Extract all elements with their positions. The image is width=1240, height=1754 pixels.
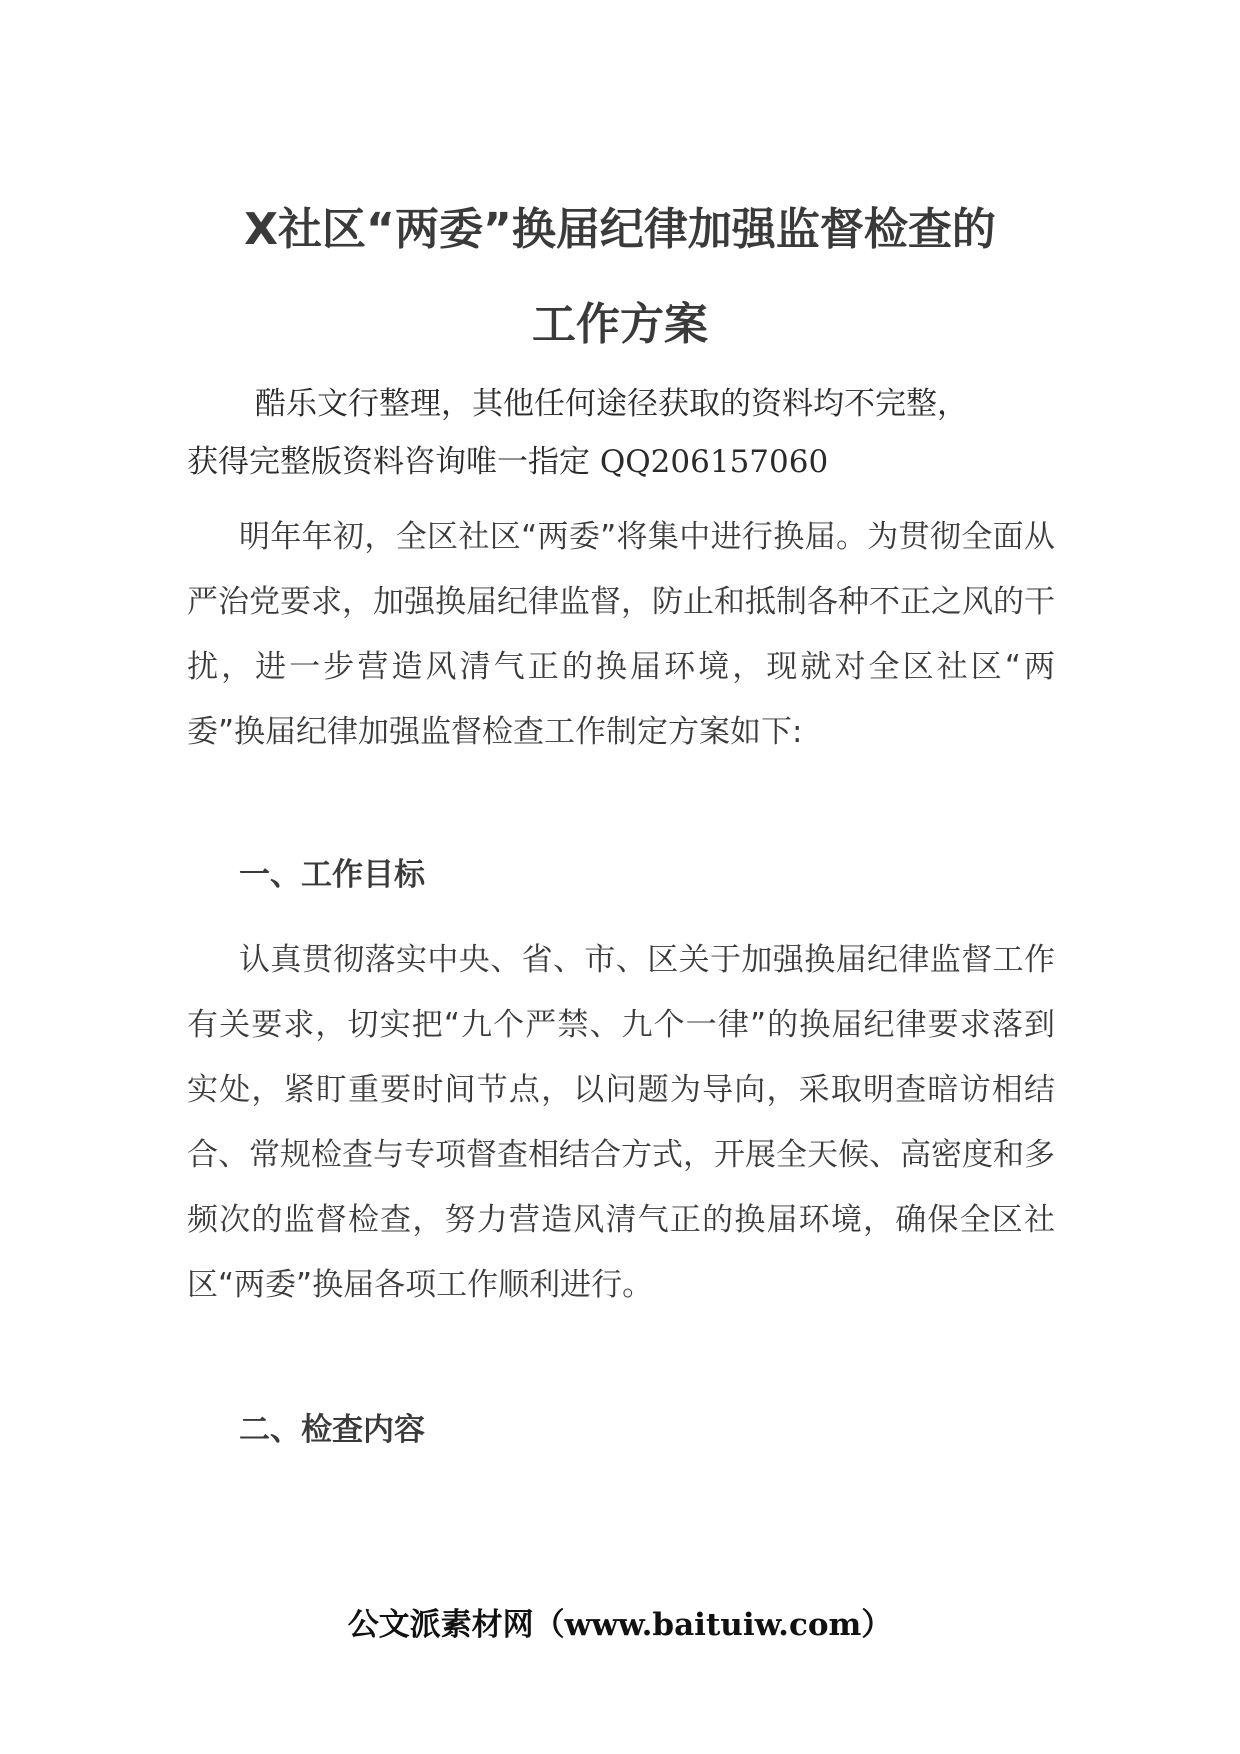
- document-title-line-1: X社区“两委”换届纪律加强监督检查的: [244, 204, 996, 255]
- goals-paragraph: 认真贯彻落实中央、省、市、区关于加强换届纪律监督工作有关要求，切实把“九个严禁、九个一律”的换届纪律要求落到实处，紧盯重要时间节点，以问题为导向，采取明查暗访相结合、常规检查与专项督查相结合方式，开展全天候、高密度和多频次的监督检查，努力营造风清气正的换届环境，确保全区社区“两委”换届各项工作顺利进行。: [187, 942, 1055, 1303]
- section-heading-goals: 一、工作目标: [239, 857, 425, 893]
- source-note-line-1: 酷乐文行整理，其他任何途径获取的资料均不完整，: [255, 386, 968, 422]
- page-footer: 公文派素材网（www.baituiw.com）: [347, 1607, 893, 1643]
- document-title-line-2: 工作方案: [532, 299, 708, 350]
- section-heading-inspection: 二、检查内容: [239, 1412, 425, 1448]
- source-note-line-2: 获得完整版资料咨询唯一指定 QQ206157060: [187, 444, 829, 480]
- intro-paragraph: 明年年初，全区社区“两委”将集中进行换届。为贯彻全面从严治党要求，加强换届纪律监督，防止和抵制各种不正之风的干扰，进一步营造风清气正的换届环境，现就对全区社区“两委”换届纪律加强监督检查工作制定方案如下:: [187, 519, 1055, 750]
